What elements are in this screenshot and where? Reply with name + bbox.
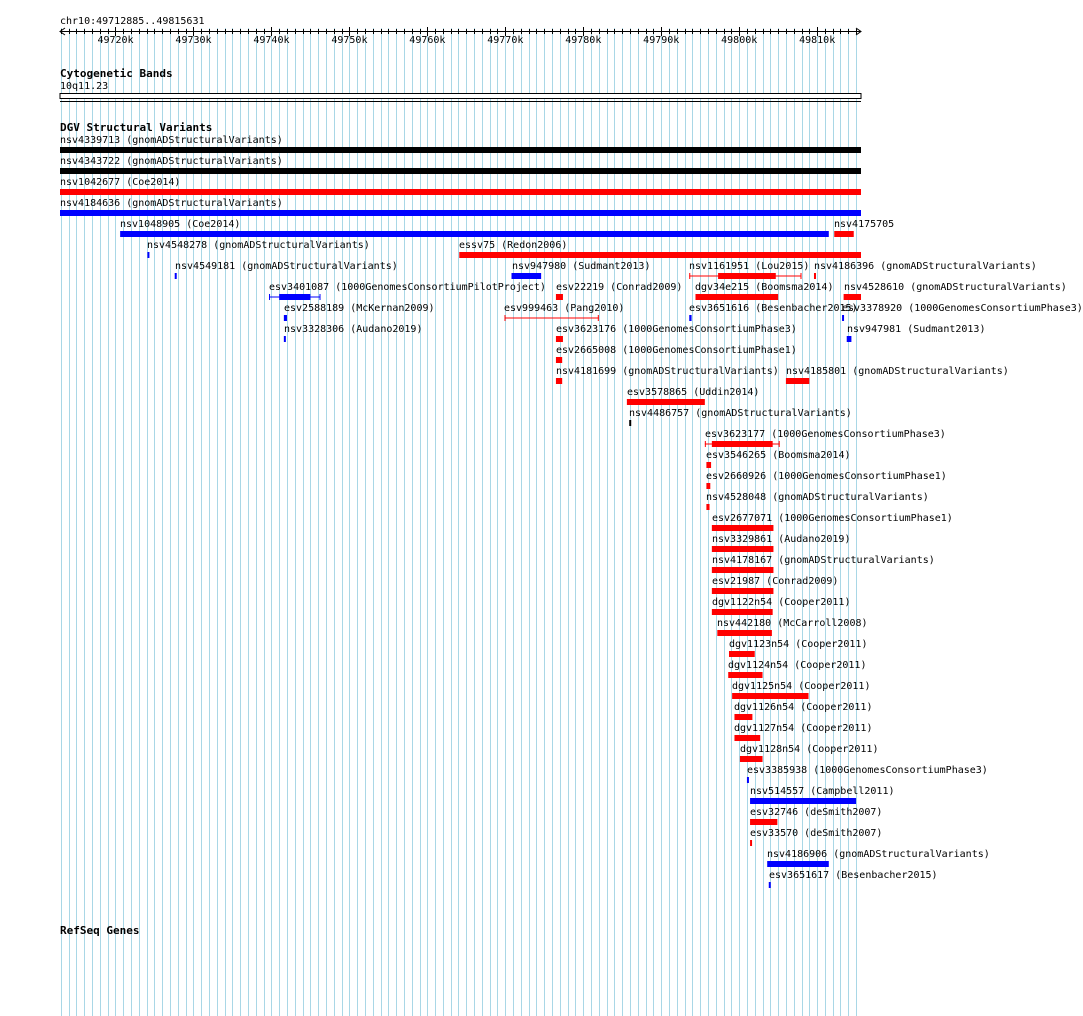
variant-label[interactable]: nsv4185801 (gnomADStructuralVariants) (786, 366, 1009, 377)
variant-label[interactable]: nsv3328306 (Audano2019) (284, 324, 423, 335)
variant-label[interactable]: esv3378920 (1000GenomesConsortiumPhase3) (842, 303, 1083, 314)
variant-label[interactable]: esv3651616 (Besenbacher2015) (689, 303, 858, 314)
variant-label[interactable]: esv999463 (Pang2010) (504, 303, 625, 314)
ruler-tick-label: 49760k (409, 35, 446, 46)
variant-label[interactable]: esv33570 (deSmith2007) (750, 828, 883, 839)
variant-label[interactable]: nsv4175705 (834, 219, 895, 230)
variant-label[interactable]: dgv34e215 (Boomsma2014) (695, 282, 834, 293)
variant-label[interactable]: esv2677071 (1000GenomesConsortiumPhase1) (712, 513, 953, 524)
variant-label[interactable]: nsv4186396 (gnomADStructuralVariants) (814, 261, 1037, 272)
variant-label[interactable]: nsv1161951 (Lou2015) (689, 261, 810, 272)
variant-label[interactable]: nsv4549181 (gnomADStructuralVariants) (175, 261, 398, 272)
variant-label[interactable]: nsv4486757 (gnomADStructuralVariants) (629, 408, 852, 419)
variant-label[interactable]: dgv1128n54 (Cooper2011) (740, 744, 879, 755)
variant-label[interactable]: esv3623177 (1000GenomesConsortiumPhase3) (705, 429, 946, 440)
variant-label[interactable]: nsv947981 (Sudmant2013) (847, 324, 986, 335)
variant-label[interactable]: esv3623176 (1000GenomesConsortiumPhase3) (556, 324, 797, 335)
cytoband-bar[interactable] (0, 0, 890, 110)
variant-label[interactable]: esv22219 (Conrad2009) (556, 282, 683, 293)
ruler-tick-label: 49730k (175, 35, 212, 46)
variant-label[interactable]: esv32746 (deSmith2007) (750, 807, 883, 818)
variant-label[interactable]: dgv1127n54 (Cooper2011) (734, 723, 873, 734)
variant-label[interactable]: nsv4528048 (gnomADStructuralVariants) (706, 492, 929, 503)
variant-label[interactable]: essv75 (Redon2006) (459, 240, 568, 251)
ruler-tick-label: 49790k (643, 35, 680, 46)
ruler-tick-label: 49740k (253, 35, 290, 46)
variant-label[interactable]: nsv4339713 (gnomADStructuralVariants) (60, 135, 283, 146)
variant-label[interactable]: nsv4528610 (gnomADStructuralVariants) (844, 282, 1067, 293)
variant-label[interactable]: nsv442180 (McCarroll2008) (717, 618, 868, 629)
variant-label[interactable]: nsv1042677 (Coe2014) (60, 177, 181, 188)
variant-label[interactable]: dgv1122n54 (Cooper2011) (712, 597, 851, 608)
variant-label[interactable]: esv2588189 (McKernan2009) (284, 303, 435, 314)
variant-label[interactable]: nsv4343722 (gnomADStructuralVariants) (60, 156, 283, 167)
ruler-position: chr10:49712885..49815631 (60, 16, 205, 27)
variant-label[interactable]: esv21987 (Conrad2009) (712, 576, 839, 587)
cytoband-label: 10q11.23 (60, 81, 109, 92)
ruler-tick-label: 49750k (331, 35, 368, 46)
variant-label[interactable]: esv3546265 (Boomsma2014) (706, 450, 851, 461)
variant-label[interactable]: esv2665008 (1000GenomesConsortiumPhase1) (556, 345, 797, 356)
refseq-track-title: RefSeq Genes (60, 924, 140, 937)
variant-label[interactable]: nsv4548278 (gnomADStructuralVariants) (147, 240, 370, 251)
variant-label[interactable]: esv3385938 (1000GenomesConsortiumPhase3) (747, 765, 988, 776)
variant-label[interactable]: dgv1125n54 (Cooper2011) (732, 681, 871, 692)
variant-label[interactable]: nsv947980 (Sudmant2013) (512, 261, 651, 272)
ruler-tick-label: 49800k (721, 35, 758, 46)
variant-label[interactable]: nsv4181699 (gnomADStructuralVariants) (556, 366, 779, 377)
variant-label[interactable]: esv3401087 (1000GenomesConsortiumPilotProject) (269, 282, 546, 293)
variant-label[interactable]: nsv4178167 (gnomADStructuralVariants) (712, 555, 935, 566)
variant-label[interactable]: esv3578865 (Uddin2014) (627, 387, 760, 398)
variant-label[interactable]: esv3651617 (Besenbacher2015) (769, 870, 938, 881)
variant-label[interactable]: dgv1124n54 (Cooper2011) (728, 660, 867, 671)
variant-label[interactable]: esv2660926 (1000GenomesConsortiumPhase1) (706, 471, 947, 482)
variant-label[interactable]: dgv1126n54 (Cooper2011) (734, 702, 873, 713)
variant-label[interactable]: nsv4186906 (gnomADStructuralVariants) (767, 849, 990, 860)
variant-label[interactable]: nsv514557 (Campbell2011) (750, 786, 895, 797)
variant-label[interactable]: nsv3329861 (Audano2019) (712, 534, 851, 545)
ruler-tick-label: 49810k (799, 35, 836, 46)
cytoband-segment (60, 94, 861, 99)
cytoband-track-title: Cytogenetic Bands (60, 67, 173, 80)
ruler-tick-label: 49780k (565, 35, 602, 46)
variant-label[interactable]: nsv1048905 (Coe2014) (120, 219, 241, 230)
ruler-tick-label: 49720k (97, 35, 134, 46)
ruler-tick-label: 49770k (487, 35, 524, 46)
variant-label[interactable]: dgv1123n54 (Cooper2011) (729, 639, 868, 650)
variant-label[interactable]: nsv4184636 (gnomADStructuralVariants) (60, 198, 283, 209)
dgv-track-title: DGV Structural Variants (60, 121, 213, 134)
